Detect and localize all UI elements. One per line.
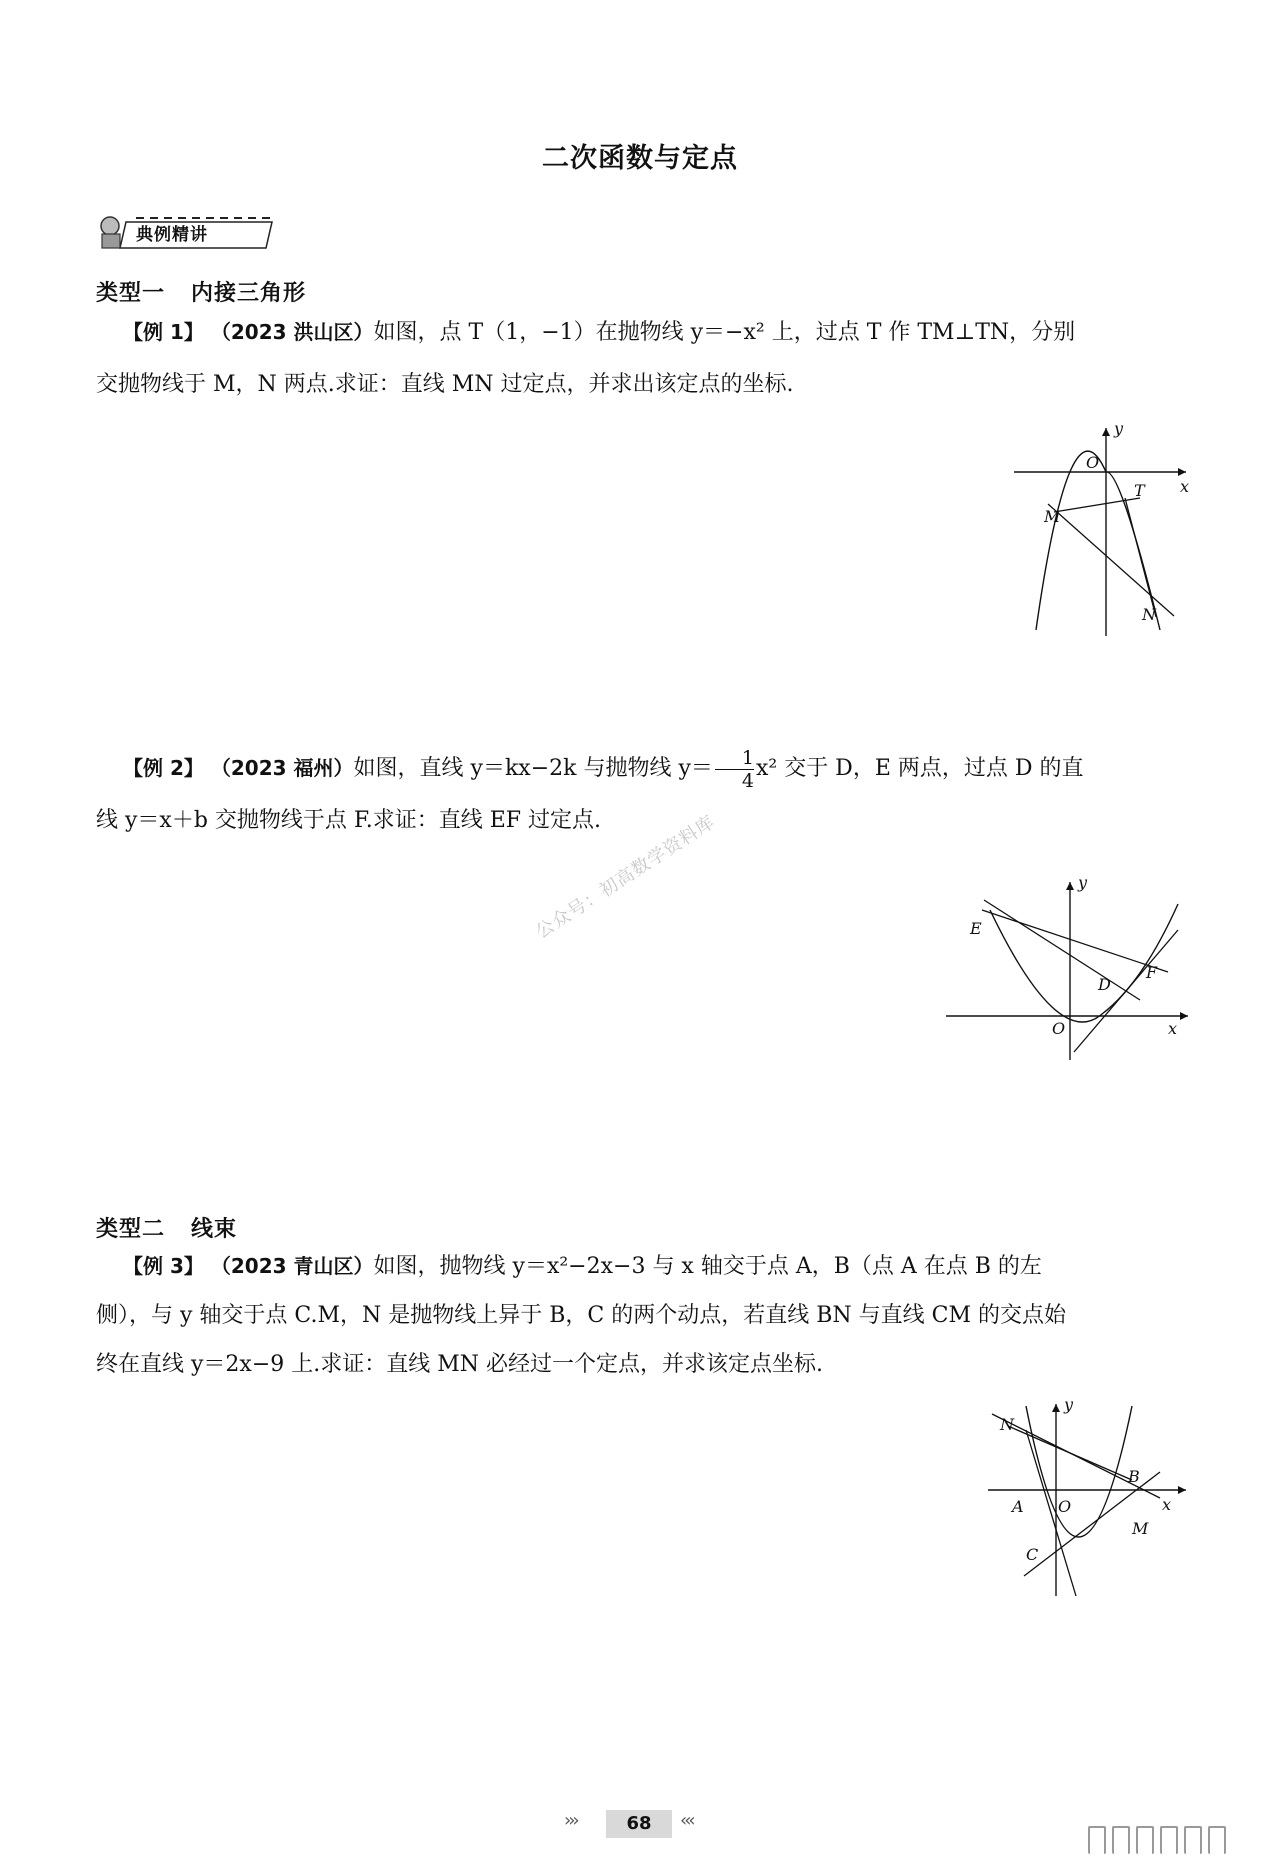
example-text: x² 交于 D，E 两点，过点 D 的直: [755, 756, 1084, 781]
page-title: 二次函数与定点: [542, 143, 738, 174]
badge-label: 典例精讲: [136, 225, 208, 245]
label-N: N: [1000, 1415, 1014, 1434]
section-label: 类型二: [96, 1217, 166, 1242]
label-N: N: [1142, 605, 1156, 624]
line-EF: [982, 910, 1168, 972]
example-text: 如图，直线 y＝kx−2k 与抛物线 y＝: [353, 756, 713, 781]
fraction-denominator: 4: [741, 769, 754, 792]
section-heading-type1: [96, 276, 306, 307]
line-ED: [984, 900, 1140, 1000]
example-source: （2023 青山区）: [210, 1254, 374, 1278]
chevron-left-icon: ‹‹‹: [680, 1810, 693, 1831]
label-A: A: [1012, 1497, 1024, 1516]
section-heading-type2: [96, 1212, 237, 1243]
label-T: T: [1134, 481, 1145, 500]
line-DF: [1074, 930, 1178, 1052]
label-y: y: [1078, 874, 1088, 892]
example-text-line: 如图，点 T（1，−1）在抛物线 y＝−x² 上，过点 T 作 TM⊥TN，分别: [373, 320, 1076, 345]
label-C: C: [1026, 1545, 1039, 1564]
example-text-line: 交抛物线于 M，N 两点.求证：直线 MN 过定点，并求出该定点的坐标.: [96, 372, 794, 397]
example-source: （2023 福州）: [210, 756, 354, 780]
section-label: 类型一: [96, 281, 166, 306]
example-number: 【例 2】: [123, 756, 204, 780]
label-x: x: [1168, 1019, 1178, 1038]
example-3: [96, 1242, 1186, 1389]
chevron-right-icon: ›››: [564, 1810, 577, 1831]
fraction-numerator: 1: [715, 747, 754, 770]
student-icon: [101, 217, 119, 235]
example-text-line: 终在直线 y＝2x−9 上.求证：直线 MN 必经过一个定点，并求该定点坐标.: [96, 1352, 824, 1377]
label-M: M: [1044, 507, 1061, 526]
section-badge: [96, 212, 274, 252]
label-O: O: [1086, 453, 1100, 472]
example-text-line: 侧），与 y 轴交于点 C.M，N 是抛物线上异于 B，C 的两个动点，若直线 BN 与直线 CM 的交点始: [96, 1303, 1066, 1328]
watermark: 公众号：初高数学资料库: [532, 811, 719, 943]
example-1: [96, 306, 1186, 411]
fraction: [715, 747, 754, 792]
label-O: O: [1058, 1497, 1072, 1516]
figure-2: [942, 874, 1192, 1064]
label-O: O: [1052, 1019, 1066, 1038]
section-name: 线束: [191, 1217, 238, 1242]
label-B: B: [1128, 1467, 1140, 1486]
segment-TN: [1125, 498, 1156, 617]
label-E: E: [970, 919, 982, 938]
label-F: F: [1146, 963, 1158, 982]
figure-3: [982, 1400, 1192, 1600]
example-number: 【例 1】: [123, 320, 204, 344]
label-y: y: [1064, 1400, 1074, 1414]
parabola: [1036, 451, 1106, 630]
page-footer: [564, 1804, 714, 1844]
example-text-line: 线 y＝x＋b 交抛物线于点 F.求证：直线 EF 过定点.: [96, 808, 602, 833]
figure-1: [1010, 420, 1190, 640]
corner-mark: [1088, 1826, 1240, 1854]
example-number: 【例 3】: [123, 1254, 204, 1278]
label-x: x: [1162, 1495, 1172, 1514]
example-2: [96, 742, 1186, 847]
parabola: [1026, 1406, 1132, 1537]
line-MN: [1048, 504, 1174, 616]
label-M: M: [1132, 1519, 1149, 1538]
example-source: （2023 洪山区）: [210, 320, 374, 344]
label-y: y: [1114, 420, 1124, 438]
section-name: 内接三角形: [191, 281, 307, 306]
example-text-line: 如图，抛物线 y＝x²−2x−3 与 x 轴交于点 A，B（点 A 在点 B 的左: [373, 1254, 1042, 1279]
label-D: D: [1098, 975, 1111, 994]
label-x: x: [1180, 477, 1190, 496]
page-number: 68: [606, 1810, 672, 1838]
